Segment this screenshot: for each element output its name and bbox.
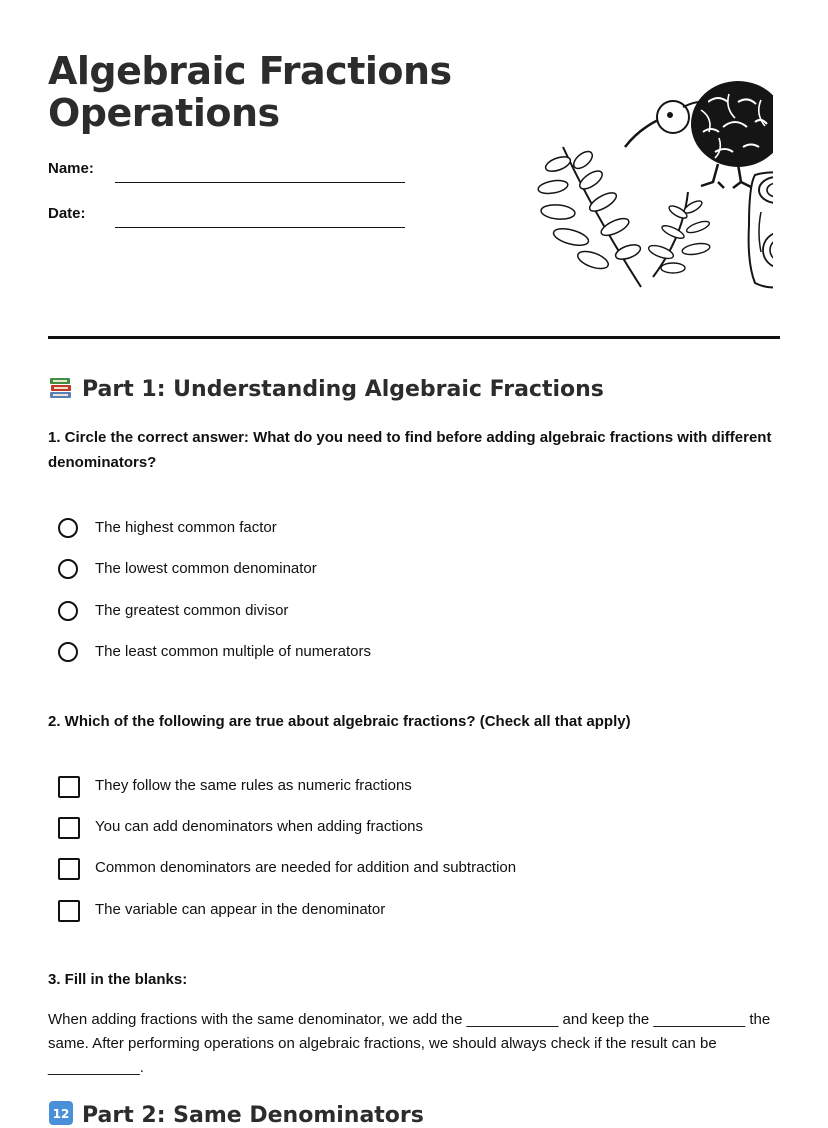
checkbox[interactable] [58, 776, 80, 798]
q1-option-1[interactable] [56, 518, 756, 544]
option-label: They follow the same rules as numeric fractions [95, 777, 412, 794]
name-write-line[interactable] [115, 182, 405, 183]
name-label: Name: [48, 160, 94, 177]
radio-circle[interactable] [58, 518, 78, 538]
name-field[interactable] [48, 160, 408, 190]
date-label: Date: [48, 205, 86, 222]
fill-in-blanks-text: When adding fractions with the same denominator, we add the ___________ and keep the ___________ the same. After performing operations on algebraic fractions, we should always check if the result can be ___________. [48, 1011, 771, 1076]
part2-heading-text: Part 2: Same Denominators [82, 1103, 424, 1128]
q2-option-3[interactable] [56, 858, 756, 884]
checkbox[interactable] [58, 817, 80, 839]
radio-circle[interactable] [58, 642, 78, 662]
q2-option-1[interactable] [56, 776, 756, 802]
q1-option-2[interactable] [56, 559, 756, 585]
worksheet-page [48, 0, 780, 1128]
page-title [48, 50, 468, 134]
q2-option-2[interactable] [56, 817, 756, 843]
option-label: The lowest common denominator [95, 560, 317, 577]
option-label: The least common multiple of numerators [95, 643, 371, 660]
keycap-12-emoji-icon [48, 1100, 74, 1126]
worksheet-header [48, 0, 780, 340]
q1-option-3[interactable] [56, 601, 756, 627]
books-emoji-icon [48, 374, 74, 400]
header-divider [48, 336, 780, 339]
checkbox[interactable] [58, 900, 80, 922]
title-line-1: Algebraic Fractions [48, 49, 452, 93]
radio-circle[interactable] [58, 601, 78, 621]
checkbox[interactable] [58, 858, 80, 880]
option-label: You can add denominators when adding fractions [95, 818, 424, 835]
question-2-prompt: 2. Which of the following are true about algebraic fractions? (Check all that apply) [48, 713, 631, 730]
date-field[interactable] [48, 205, 408, 235]
date-write-line[interactable] [115, 227, 405, 228]
question-1-prompt: 1. Circle the correct answer: What do you need to find before adding algebraic fractions with different denominators? [48, 429, 772, 471]
q2-option-4[interactable] [56, 900, 756, 926]
radio-circle[interactable] [58, 559, 78, 579]
title-line-2: Operations [48, 91, 280, 135]
part2-heading [48, 1100, 424, 1128]
kiwi-fern-log-illustration-icon [533, 72, 773, 297]
part1-heading [48, 374, 604, 402]
option-label: The greatest common divisor [95, 602, 289, 619]
part1-heading-text: Part 1: Understanding Algebraic Fractions [82, 377, 604, 402]
option-label: The highest common factor [95, 519, 277, 536]
q1-option-4[interactable] [56, 642, 756, 668]
option-label: Common denominators are needed for addition and subtraction [95, 859, 517, 876]
option-label: The variable can appear in the denominator [95, 901, 386, 918]
svg-text:12: 12 [52, 1107, 70, 1121]
question-3-prompt: 3. Fill in the blanks: [48, 971, 188, 988]
